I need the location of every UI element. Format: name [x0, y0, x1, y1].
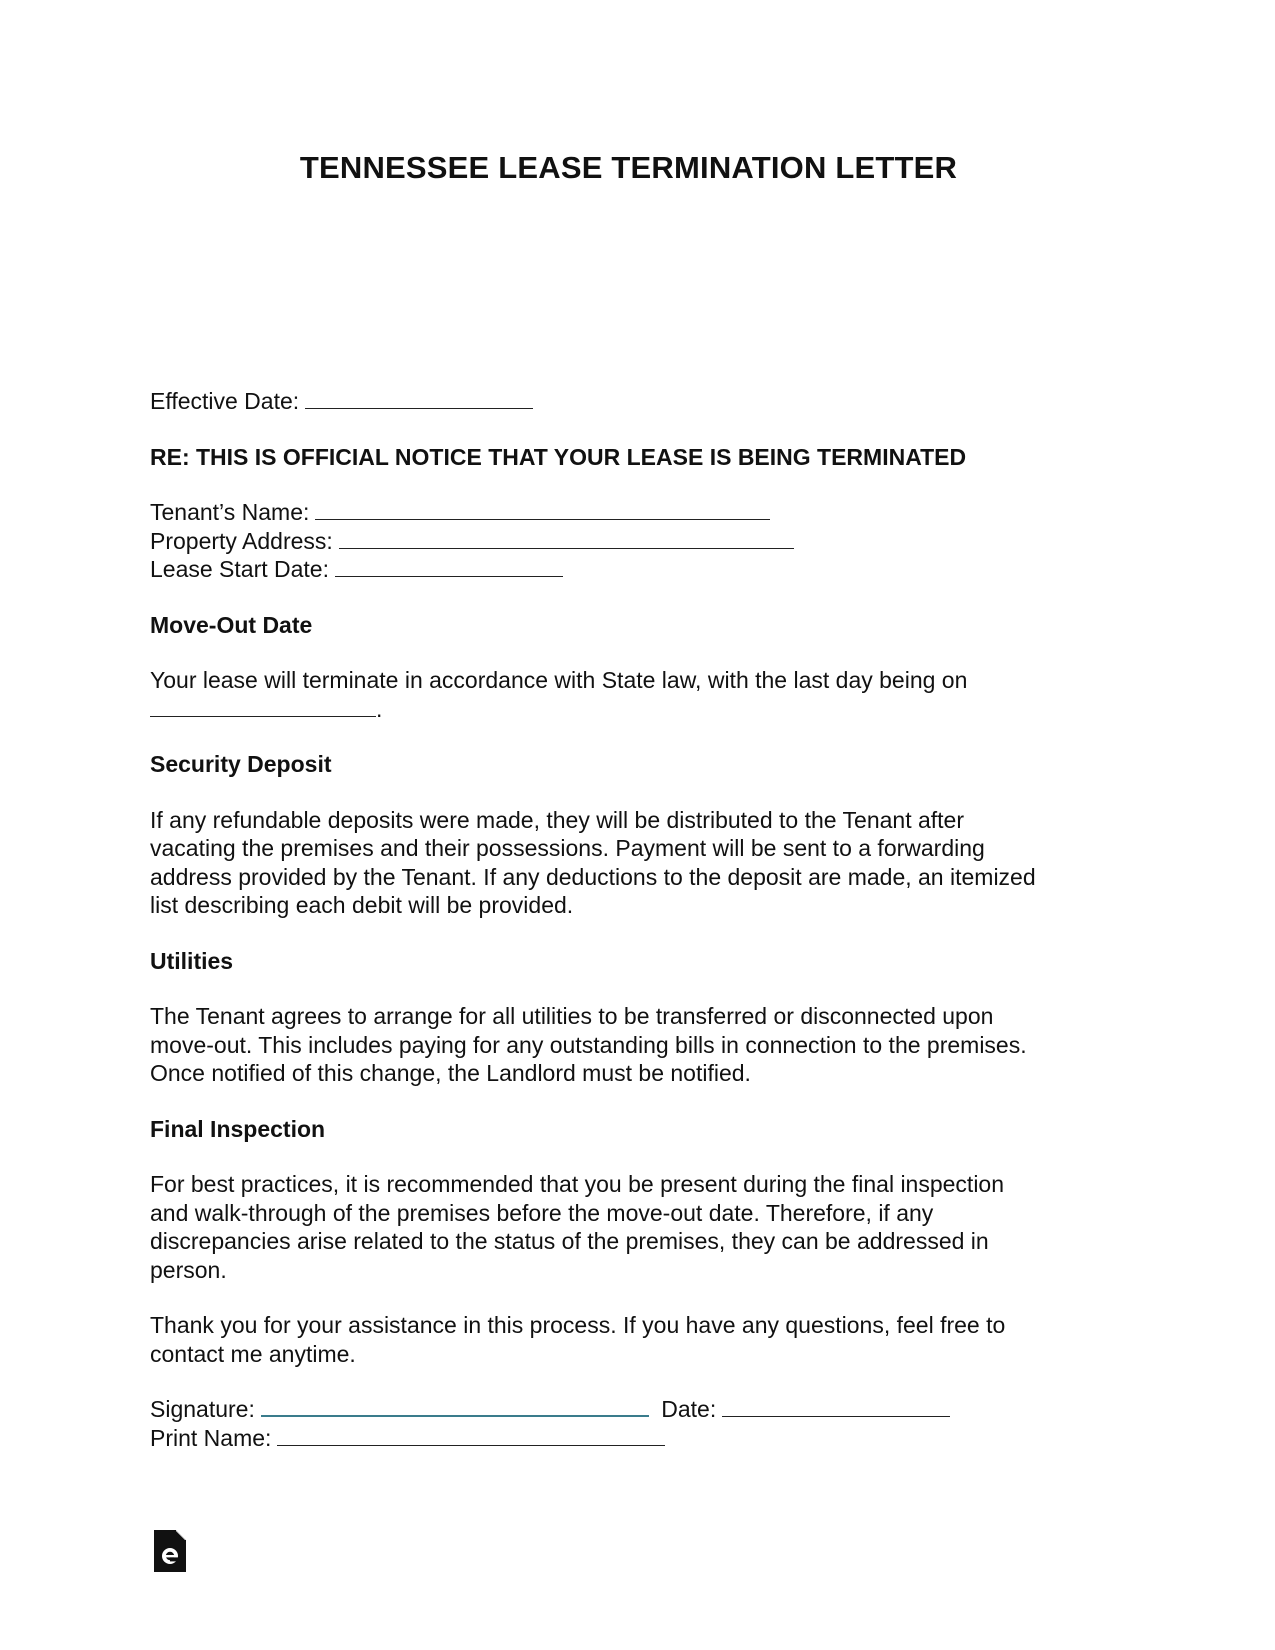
tenant-name-field[interactable]	[315, 499, 770, 520]
utilities-line: The Tenant agrees to arrange for all utilities to be transferred or disconnected upon	[150, 1003, 994, 1029]
signature-date-field[interactable]	[722, 1396, 950, 1417]
final-inspection-line: person.	[150, 1256, 227, 1283]
utilities-heading: Utilities	[150, 947, 234, 974]
document-body	[150, 387, 1130, 1452]
notice-heading: RE: THIS IS OFFICIAL NOTICE THAT YOUR LEASE IS BEING TERMINATED	[150, 443, 967, 470]
utilities-line: move-out. This includes paying for any outstanding bills in connection to the premises.	[150, 1031, 1027, 1058]
security-deposit-line: address provided by the Tenant. If any deductions to the deposit are made, an itemized	[150, 863, 1036, 890]
final-inspection-line: and walk-through of the premises before the move-out date. Therefore, if any	[150, 1199, 934, 1226]
property-address-label: Property Address:	[150, 527, 333, 554]
closing-paragraph	[150, 1311, 1130, 1368]
signature-field[interactable]	[261, 1395, 649, 1417]
security-deposit-paragraph	[150, 806, 1130, 920]
print-name-label: Print Name:	[150, 1424, 272, 1451]
move-out-date-field[interactable]	[150, 696, 376, 717]
effective-date-field[interactable]	[305, 388, 533, 409]
security-deposit-line: vacating the premises and their possessions. Payment will be sent to a forwarding	[150, 835, 985, 861]
move-out-body: Your lease will terminate in accordance with State law, with the last day being on	[150, 667, 968, 693]
signature-date-label: Date:	[661, 1396, 717, 1422]
tenant-name-label: Tenant’s Name:	[150, 499, 310, 525]
closing-line: Thank you for your assistance in this process. If you have any questions, feel free to	[150, 1312, 1006, 1338]
utilities-paragraph	[150, 1002, 1130, 1088]
print-name-row	[150, 1424, 1130, 1453]
move-out-date-row	[150, 695, 1130, 724]
utilities-line: Once notified of this change, the Landlord must be notified.	[150, 1060, 751, 1086]
effective-date-row	[150, 387, 1130, 416]
tenant-name-row	[150, 498, 1130, 527]
lease-start-label: Lease Start Date:	[150, 556, 329, 582]
security-deposit-line: If any refundable deposits were made, they will be distributed to the Tenant after	[150, 806, 965, 833]
lease-start-field[interactable]	[335, 556, 563, 577]
property-address-field[interactable]	[339, 528, 794, 549]
final-inspection-line: discrepancies arise related to the status of the premises, they can be addressed in	[150, 1228, 989, 1254]
document-title: TENNESSEE LEASE TERMINATION LETTER	[299, 150, 958, 185]
print-name-field[interactable]	[277, 1425, 665, 1446]
final-inspection-paragraph	[150, 1170, 1130, 1284]
security-deposit-heading: Security Deposit	[150, 751, 332, 777]
security-deposit-line: list describing each debit will be provided.	[150, 892, 574, 918]
move-out-period: .	[376, 695, 383, 722]
final-inspection-heading: Final Inspection	[150, 1115, 326, 1142]
signature-row	[150, 1395, 1130, 1424]
final-inspection-line: For best practices, it is recommended that you be present during the final inspection	[150, 1171, 1005, 1197]
eforms-logo-icon	[154, 1530, 186, 1572]
closing-line: contact me anytime.	[150, 1340, 356, 1367]
property-address-row	[150, 527, 1130, 556]
move-out-heading: Move-Out Date	[150, 611, 313, 638]
effective-date-label: Effective Date:	[150, 388, 300, 414]
signature-label: Signature:	[150, 1396, 255, 1422]
lease-start-row	[150, 555, 1130, 584]
